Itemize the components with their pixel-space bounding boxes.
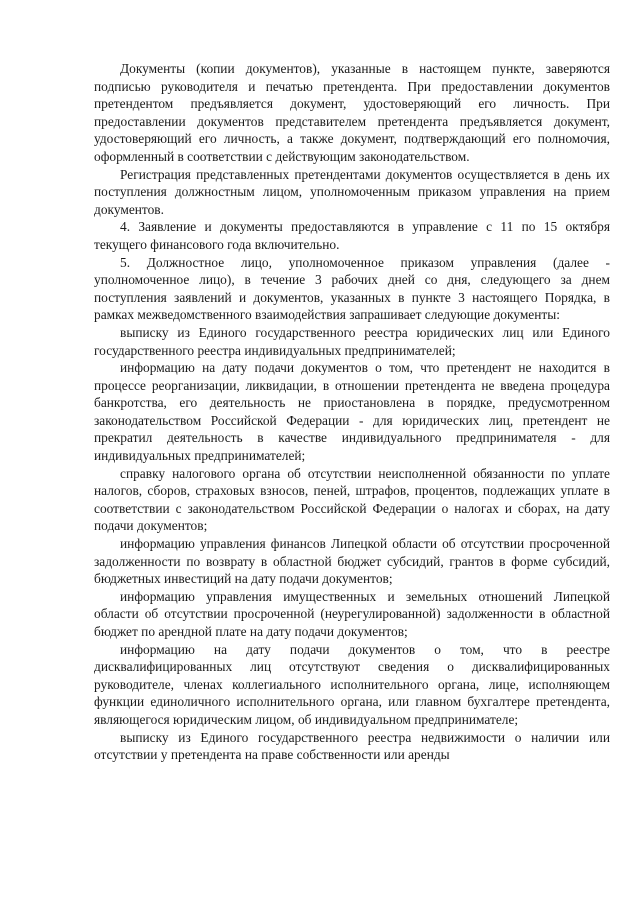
paragraph-documents-certification: Документы (копии документов), указанные в настоящем пункте, заверяются подписью руководителя и печатью претендента. При предоставлении документов претендентом предъявляется документ, удостоверяющий его личность. При предоставлении документов представителем претендента предъявляется документ, удостоверяющий его личность, а также документ, подтверждающий его полномочия, оформленный в соответствии с действующим законодательством.	[94, 61, 610, 164]
document-page	[94, 60, 610, 764]
paragraph-disqualified-persons-info: информацию на дату подачи документов о том, что в реестре дисквалифицированных лиц отсутствуют сведения о дисквалифицированных руководителе, членах коллегиального исполнительного органа, лице, исполняющем функции единоличного исполнительного органа, или главном бухгалтере претендента, являющегося юридическим лицом, об индивидуальном предпринимателе;	[94, 641, 610, 727]
paragraph-reorganization-info: информацию на дату подачи документов о том, что претендент не находится в процессе реорганизации, ликвидации, в отношении претендента не введена процедура банкротства, его деятельность не приостановлена в порядке, предусмотренном законодательством Российской Федерации - для юридических лиц, претендент не прекратил деятельность в качестве индивидуального предпринимателя - для индивидуальных предпринимателей;	[94, 360, 610, 464]
paragraph-property-department-info: информацию управления имущественных и земельных отношений Липецкой области об отсутствии просроченной (неурегулированной) задолженности в областной бюджет по арендной плате на дату подачи документов;	[94, 588, 610, 639]
paragraph-real-estate-extract: выписку из Единого государственного реестра недвижимости о наличии или отсутствии у претендента на праве собственности или аренды	[94, 729, 610, 763]
paragraph-finance-department-info: информацию управления финансов Липецкой области об отсутствии просроченной задолженности по возврату в областной бюджет субсидий, грантов в форме субсидий, бюджетных инвестиций на дату подачи документов;	[94, 536, 610, 587]
paragraph-item-5: 5. Должностное лицо, уполномоченное приказом управления (далее - уполномоченное лицо), в течение 3 рабочих дней со дня, следующего за днем поступления заявлений и документов, указанных в пункте 3 настоящего Порядка, в рамках межведомственного взаимодействия запрашивает следующие документы:	[94, 254, 610, 323]
paragraph-item-4: 4. Заявление и документы предоставляются в управление с 11 по 15 октября текущего финансового года включительно.	[94, 219, 610, 252]
paragraph-tax-certificate: справку налогового органа об отсутствии неисполненной обязанности по уплате налогов, сборов, страховых взносов, пеней, штрафов, процентов, подлежащих уплате в соответствии с законодательством Российской Федерации о налогах и сборах, на дату подачи документов;	[94, 465, 610, 534]
paragraph-registration: Регистрация представленных претендентами документов осуществляется в день их поступления должностным лицом, уполномоченным приказом управления на прием документов.	[94, 166, 610, 217]
paragraph-extract-legal-entities: выписку из Единого государственного реестра юридических лиц или Единого государственного реестра индивидуальных предпринимателей;	[94, 324, 610, 358]
